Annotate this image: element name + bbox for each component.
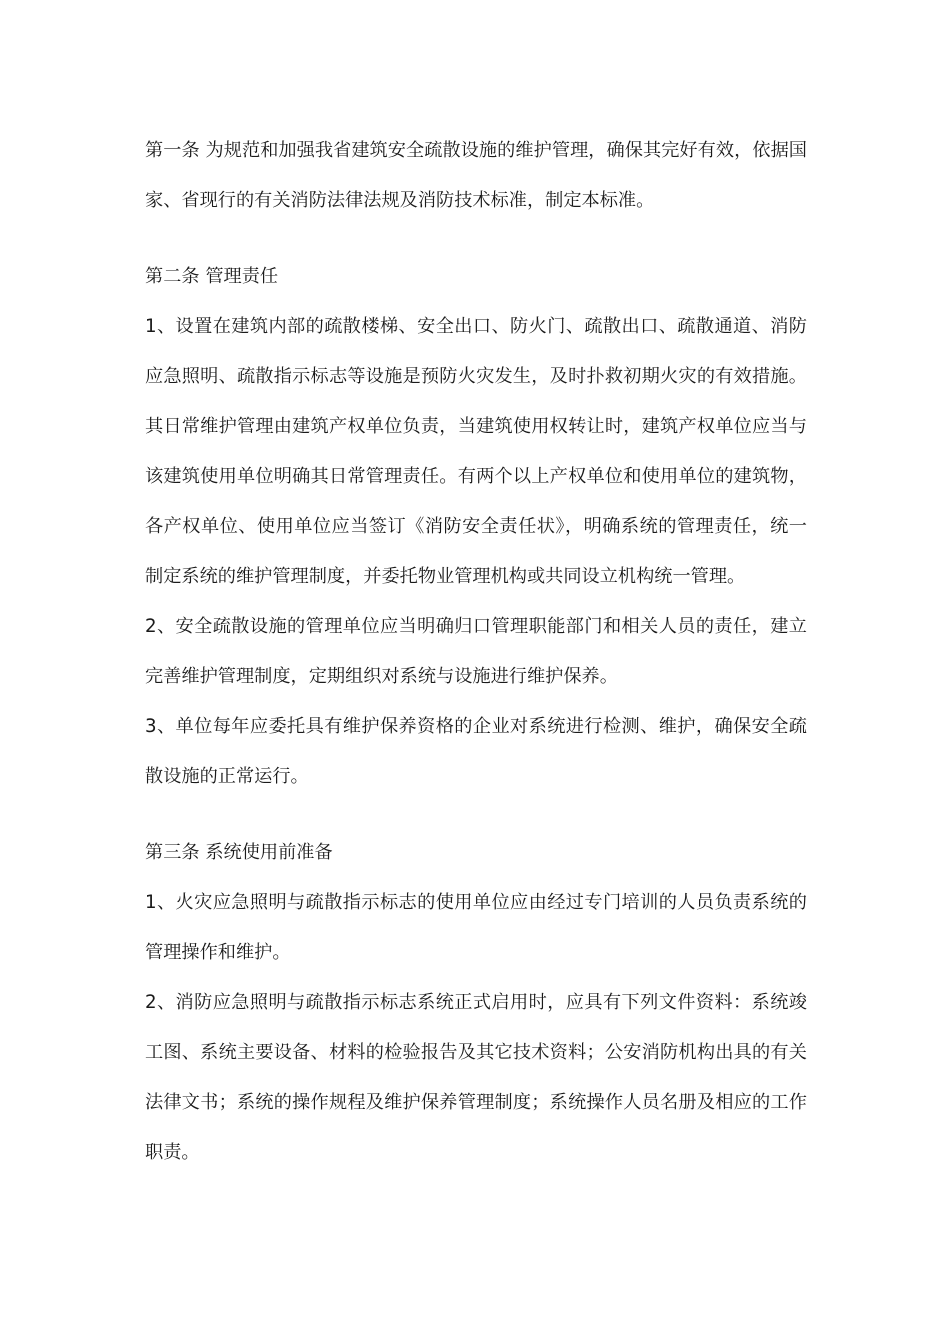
article-2-item-3: 3、单位每年应委托具有维护保养资格的企业对系统进行检测、维护，确保安全疏散设施的正常运行。 [145,716,807,787]
paragraph-gap [145,802,807,828]
article-2-item-2: 2、安全疏散设施的管理单位应当明确归口管理职能部门和相关人员的责任，建立完善维护管理制度，定期组织对系统与设施进行维护保养。 [145,616,807,687]
article-2-item-1: 1、设置在建筑内部的疏散楼梯、安全出口、防火门、疏散出口、疏散通道、消防应急照明、疏散指示标志等设施是预防火灾发生，及时扑救初期火灾的有效措施。其日常维护管理由建筑产权单位负责，当建筑使用权转让时，建筑产权单位应当与该建筑使用单位明确其日常管理责任。有两个以上产权单位和使用单位的建筑物，各产权单位、使用单位应当签订《消防安全责任状》，明确系统的管理责任，统一制定系统的维护管理制度，并委托物业管理机构或共同设立机构统一管理。 [145,316,807,587]
article-3-item-2: 2、消防应急照明与疏散指示标志系统正式启用时，应具有下列文件资料：系统竣工图、系统主要设备、材料的检验报告及其它技术资料；公安消防机构出具的有关法律文书；系统的操作规程及维护保养管理制度；系统操作人员名册及相应的工作职责。 [145,992,807,1163]
document-body [145,126,807,1178]
article-1-paragraph: 第一条 为规范和加强我省建筑安全疏散设施的维护管理，确保其完好有效，依据国家、省现行的有关消防法律法规及消防技术标准，制定本标准。 [145,140,807,211]
article-2-heading: 第二条 管理责任 [145,266,279,287]
paragraph-gap [145,226,807,252]
article-3-heading: 第三条 系统使用前准备 [145,842,333,863]
article-3-item-1: 1、火灾应急照明与疏散指示标志的使用单位应由经过专门培训的人员负责系统的管理操作和维护。 [145,892,807,963]
